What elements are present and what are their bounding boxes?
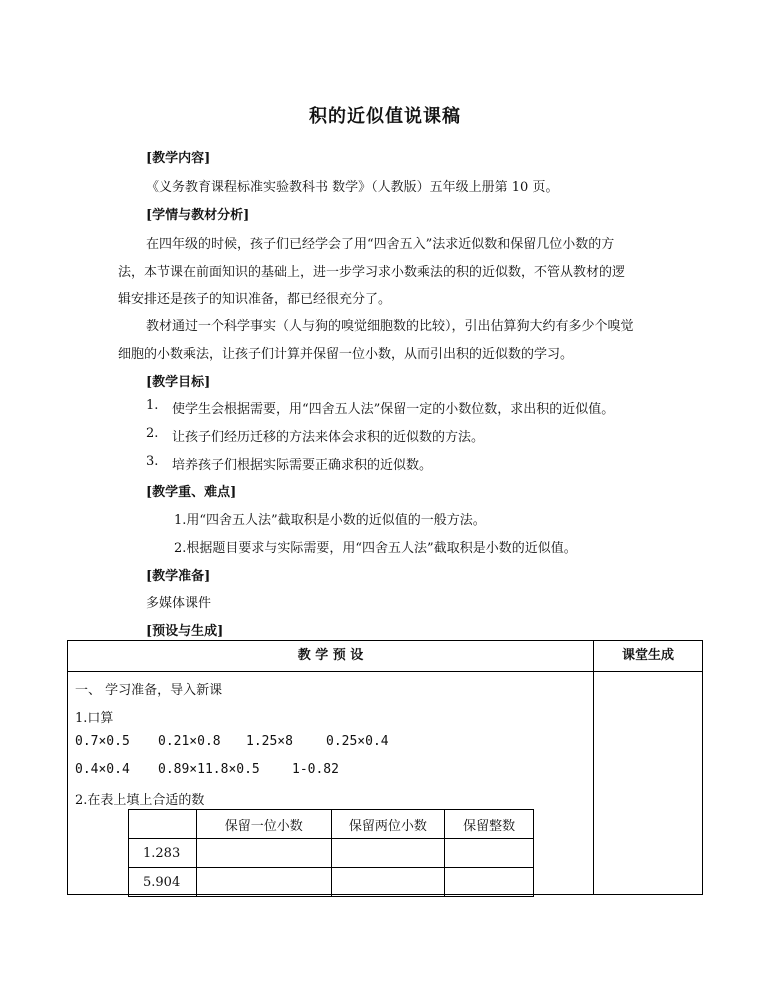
section-heading-design: [预设与生成] [146,624,224,639]
goal-number: 1. [146,398,159,413]
table-cell [196,868,331,897]
section-heading-preparation: [教学准备] [146,569,211,584]
lesson-plan-table [67,640,703,895]
calc-item: 1.25×8 [246,734,293,749]
preparation-text: 多媒体课件 [146,596,212,611]
key-point-2: 2.根据题目要求与实际需要，用“四舍五人法”截取积是小数的近似值。 [174,541,577,556]
calc-item: 0.25×0.4 [326,734,389,749]
column-divider [593,641,594,894]
header-divider [68,671,702,672]
table-header-cell: 保留整数 [445,810,534,839]
analysis-paragraph-line: 辑安排还是孩子的知识准备，都已经很充分了。 [118,292,392,307]
goal-text: 使学生会根据需要，用“四舍五人法”保留一定的小数位数，求出积的近似值。 [172,402,615,417]
goal-text: 让孩子们经历迁移的方法来体会求积的近似数的方法。 [172,430,485,445]
table-cell [196,839,331,868]
table-header-design: 教 学 预 设 [297,648,364,663]
table-cell [331,839,445,868]
table-cell [331,868,445,897]
section-heading-goals: [教学目标] [146,375,211,390]
table-header-generation: 课堂生成 [621,648,674,663]
table-row [129,810,534,839]
calc-item: 0.21×0.8 [158,734,221,749]
goal-number: 2. [146,426,159,441]
table-row [129,868,534,897]
table-cell [129,810,197,839]
table-cell: 5.904 [129,868,197,897]
analysis-paragraph-line: 在四年级的时候，孩子们已经学会了用“四舍五入”法求近似数和保留几位小数的方 [146,237,615,252]
calc-item: 0.4×0.4 [75,762,130,777]
table-cell [445,868,534,897]
goal-text: 培养孩子们根据实际需要正确求积的近似数。 [172,458,433,473]
analysis-paragraph-line: 教材通过一个科学事实（人与狗的嗅觉细胞数的比较），引出估算狗大约有多少个嗅觉 [146,319,634,334]
fill-table-label: 2.在表上填上合适的数 [75,793,205,808]
table-header-cell: 保留两位小数 [331,810,445,839]
table-header-cell: 保留一位小数 [196,810,331,839]
section-heading-key-points: [教学重、难点] [146,485,237,500]
oral-calc-label: 1.口算 [75,711,114,726]
goal-number: 3. [146,454,159,469]
calc-item: 1-0.82 [292,762,339,777]
table-row [129,839,534,868]
page-title: 积的近似值说课稿 [309,106,461,127]
analysis-paragraph-line: 法，本节课在前面知识的基础上，进一步学习求小数乘法的积的近似数，不管从教材的逻 [118,265,626,280]
analysis-paragraph-line: 细胞的小数乘法，让孩子们计算并保留一位小数，从而引出积的近似数的学习。 [118,347,574,362]
table-cell: 1.283 [129,839,197,868]
calc-item: 0.7×0.5 [75,734,130,749]
section-heading-analysis: [学情与教材分析] [146,208,250,223]
section-heading-content: [教学内容] [146,151,211,166]
calc-item: 0.89×11.8×0.5 [158,762,260,777]
rounding-table [128,809,534,897]
table-cell [445,839,534,868]
key-point-1: 1.用“四舍五人法”截取积是小数的近似值的一般方法。 [174,513,486,528]
step-heading: 一、 学习准备，导入新课 [75,683,223,698]
content-text: 《义务教育课程标准实验教科书 数学》（人教版）五年级上册第 10 页。 [146,180,559,195]
